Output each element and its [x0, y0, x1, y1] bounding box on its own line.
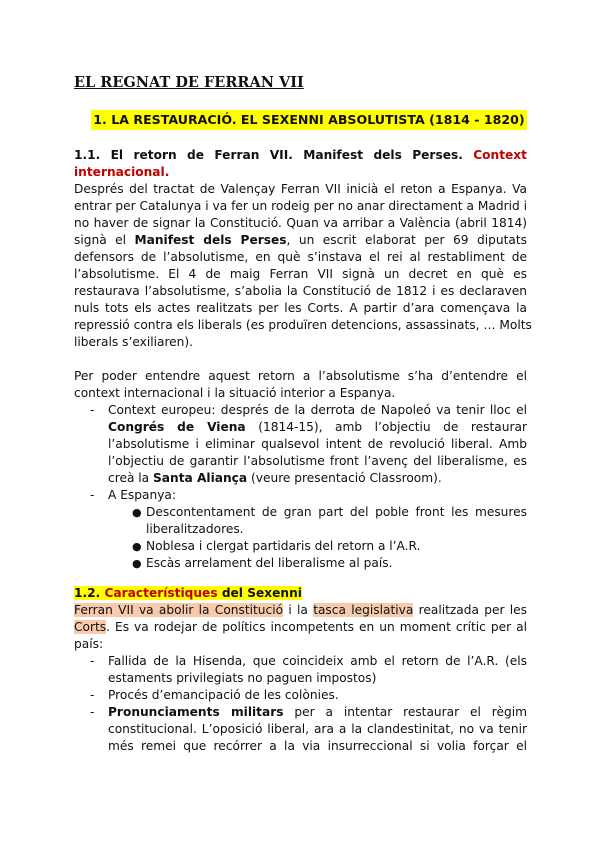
text-run: , un escrit elaborat per 69 diputats [286, 233, 527, 247]
dash-bullet: - [90, 403, 95, 417]
bold-term-congres: Congrés de Viena [108, 420, 246, 434]
list-item-line: Context europeu: després de la derrota de Napoleó va tenir lloc el [108, 403, 527, 417]
subsection-tag: Context [473, 148, 527, 162]
highlight-text: tasca legislativa [313, 603, 414, 617]
paragraph-line [74, 619, 527, 636]
dash-bullet: - [90, 654, 95, 668]
subsection-number: 1.1. [74, 148, 101, 162]
paragraph-line: país: [74, 637, 104, 651]
bold-term-santa-alianca: Santa Aliança [153, 471, 248, 485]
paragraph-line: Després del tractat de Valençay Ferran VII inicià el reton a Espanya. Va [74, 182, 527, 196]
round-bullet: ● [132, 540, 142, 553]
paragraph-line: no haver de signar la Constitució. Quan va arribar a València (abril 1814) [74, 216, 527, 230]
paragraph-line: liberals s’exiliaren). [74, 335, 194, 349]
subsection-title-red: Característiques [104, 586, 218, 600]
text-run: (veure presentació Classroom). [247, 471, 442, 485]
list-item-line: constitucional. L’oposició liberal, ara a la clandestinitat, no va tenir [108, 722, 527, 736]
list-item-line: A Espanya: [108, 488, 176, 502]
bullet-line: Descontentament de gran part del poble front les mesures [146, 505, 527, 519]
list-item-line: l’absolutisme i eliminar qualsevol intent de revolució liberal. Amb [108, 437, 527, 451]
bold-term-pronunciaments: Pronunciaments militars [108, 705, 284, 719]
list-item-line: Fallida de la Hisenda, que coincideix amb el retorn de l’A.R. (els [108, 654, 527, 668]
dash-bullet: - [90, 688, 95, 702]
round-bullet: ● [132, 506, 142, 519]
highlight-text: Corts [74, 620, 107, 634]
bullet-line: Noblesa i clergat partidaris del retorn a l’A.R. [146, 539, 421, 553]
round-bullet: ● [132, 557, 142, 570]
list-item-line: estaments privilegiats no paguen impostos) [108, 671, 377, 685]
section-1-heading: 1. LA RESTAURACIÓ. EL SEXENNI ABSOLUTISTA (1814 - 1820) [91, 110, 527, 130]
text-run: i la [283, 603, 314, 617]
paragraph-line [74, 602, 527, 619]
list-item-line: més remei que recórrer a la via insurreccional si volia forçar el [108, 739, 527, 753]
text-run: realitzada per les [413, 603, 527, 617]
paragraph-line: repressió contra els liberals (es produïren detencions, assassinats, … Molts [74, 318, 532, 332]
text-run: signà el [74, 233, 135, 247]
paragraph-line: l’absolutisme. El 4 de maig Ferran VII signà un decret en què es [74, 267, 527, 281]
subsection-1-2-heading [74, 585, 527, 602]
subsection-1-1-heading [74, 147, 527, 164]
list-item-line: Procés d’emancipació de les colònies. [108, 688, 339, 702]
list-item-line: l’objectiu de garantir l’absolutisme front l’avenç del liberalisme, es [108, 454, 527, 468]
list-item-line [108, 470, 527, 487]
highlight-text: Ferran VII va abolir la Constitució [74, 603, 284, 617]
subsection-title: El retorn de Ferran VII. Manifest dels Perses. [110, 148, 463, 162]
paragraph-line: entrar per Catalunya i va fer un rodeig per no anar directament a Madrid i [74, 199, 527, 213]
dash-bullet: - [90, 705, 95, 719]
bullet-line: liberalitzadores. [146, 522, 244, 536]
paragraph-line: context internacional i la situació interior a Espanya. [74, 386, 396, 400]
bold-term-manifest: Manifest dels Perses [134, 233, 287, 247]
subsection-tag-cont: internacional. [74, 165, 170, 179]
paragraph-line: nuls tots els actes realitzats per les Corts. A partir d’ara començava la [74, 301, 527, 315]
list-item-line [108, 704, 527, 721]
subsection-number: 1.2. [74, 586, 101, 600]
list-item-line [108, 419, 527, 436]
text-run: per a intentar restaurar el règim [283, 705, 528, 719]
paragraph-line: restaurava l’absolutisme, s’abolia la Constitució de 1812 i es declaraven [74, 284, 527, 298]
paragraph-line: defensors de l’absolutisme, en què s’instava el rei al restabliment de [74, 250, 527, 264]
paragraph-line: Per poder entendre aquest retorn a l’absolutisme s’ha d’entendre el [74, 369, 527, 383]
dash-bullet: - [90, 488, 95, 502]
document-title: EL REGNAT DE FERRAN VII [74, 74, 304, 91]
text-run: creà la [108, 471, 154, 485]
bullet-line: Escàs arrelament del liberalisme al país. [146, 556, 393, 570]
text-run: (1814-15), amb l’objectiu de restaurar [245, 420, 527, 434]
subsection-1-2-highlight [74, 586, 302, 600]
subsection-title-rest: del Sexenni [217, 586, 302, 600]
paragraph-line [74, 232, 527, 249]
text-run: . Es va rodejar de polítics incompetents en un moment crític per al [106, 620, 527, 634]
